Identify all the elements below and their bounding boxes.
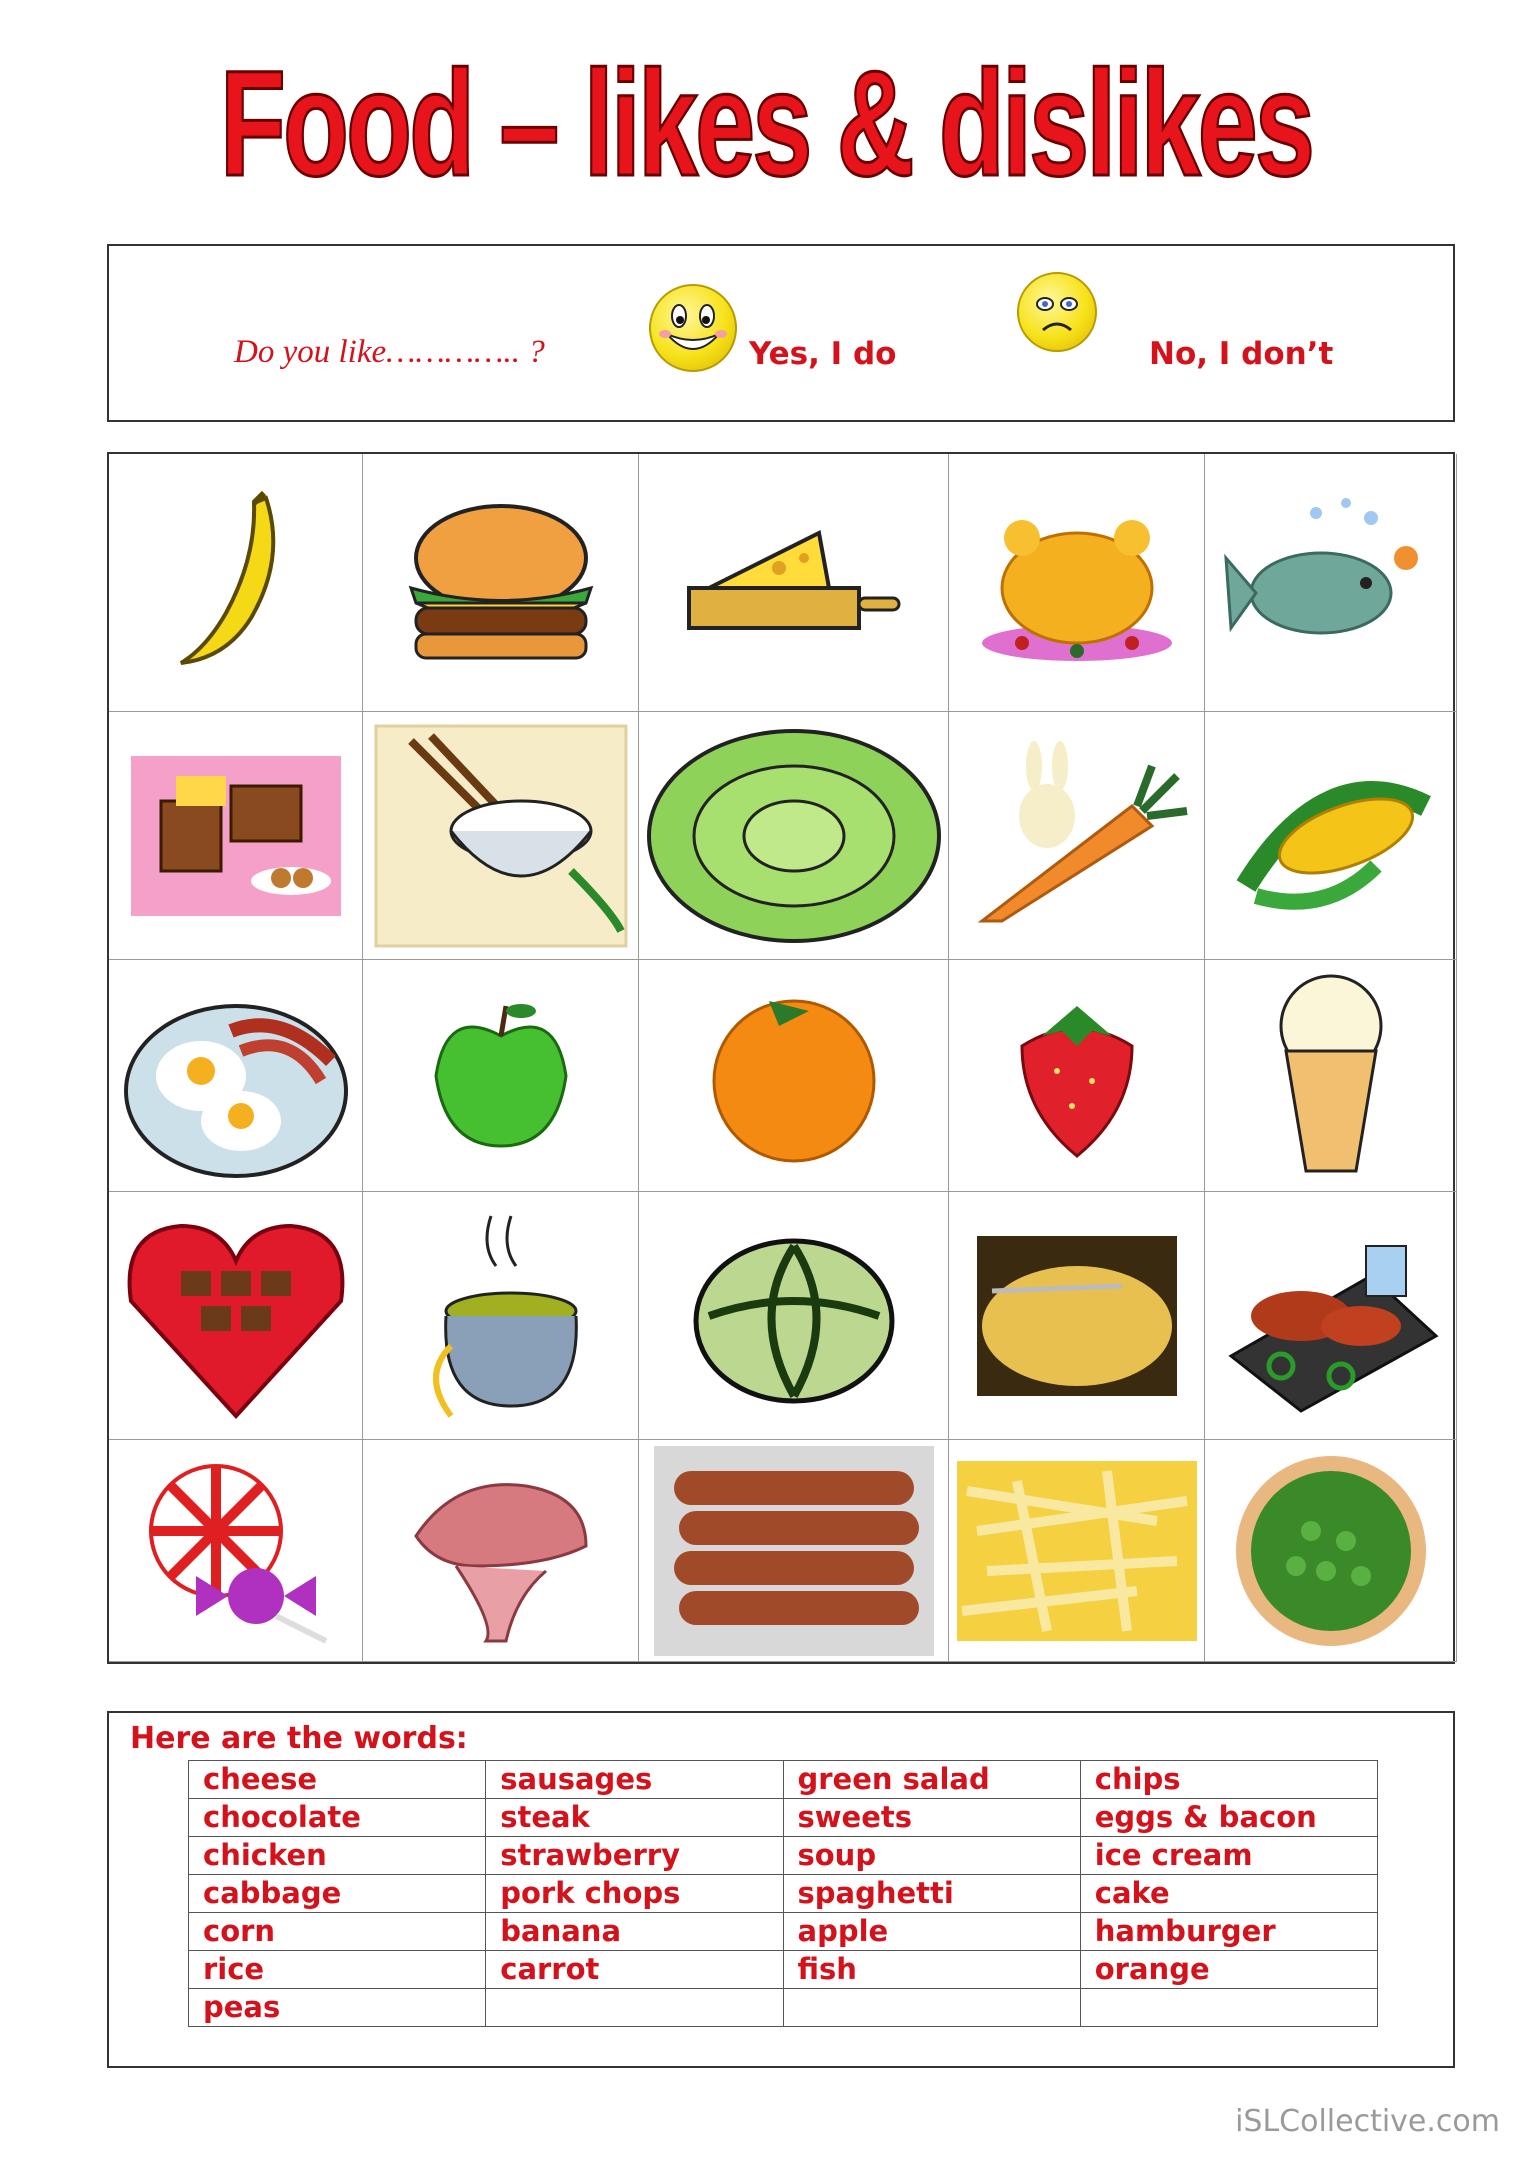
no-answer: No, I don’t [1149,336,1334,372]
word-bank-heading: Here are the words: [130,1721,468,1756]
word-cell: eggs & bacon [1080,1799,1377,1837]
table-row [189,1989,1378,2027]
word-cell [783,1989,1080,2027]
word-cell: cabbage [189,1875,486,1913]
word-cell: green salad [783,1761,1080,1799]
green-salad-picture [639,712,949,960]
sweets-picture [109,1440,363,1662]
word-cell: rice [189,1951,486,1989]
question-phrase: Do you like………….. ? [234,334,545,370]
picture-grid [107,452,1455,1664]
sausages-picture [639,1440,949,1662]
ice-cream-picture [1205,960,1457,1192]
word-cell: carrot [486,1951,783,1989]
word-cell: corn [189,1913,486,1951]
word-table [188,1760,1378,2027]
chocolate-picture [109,1192,363,1440]
word-cell: soup [783,1837,1080,1875]
chicken-picture [949,454,1205,712]
table-row [189,1913,1378,1951]
word-cell: chicken [189,1837,486,1875]
table-row [189,1875,1378,1913]
happy-face-icon [649,284,737,372]
word-cell: ice cream [1080,1837,1377,1875]
phrase-box [107,244,1455,422]
strawberry-picture [949,960,1205,1192]
steak-picture [1205,1192,1457,1440]
table-row [189,1761,1378,1799]
fish-picture [1205,454,1457,712]
eggs-bacon-picture [109,960,363,1192]
word-cell: cheese [189,1761,486,1799]
chips-picture [949,1440,1205,1662]
cake-picture [109,712,363,960]
word-cell [1080,1989,1377,2027]
word-cell: fish [783,1951,1080,1989]
corn-picture [1205,712,1457,960]
rice-picture [363,712,639,960]
word-cell [486,1989,783,2027]
word-cell: cake [1080,1875,1377,1913]
word-bank [107,1711,1455,2068]
word-cell: apple [783,1913,1080,1951]
page-title: Food – likes & dislikes [219,39,1313,207]
word-cell: chips [1080,1761,1377,1799]
word-cell: peas [189,1989,486,2027]
apple-picture [363,960,639,1192]
peas-picture [1205,1440,1457,1662]
sad-face-icon [1017,272,1097,352]
hamburger-picture [363,454,639,712]
word-cell: banana [486,1913,783,1951]
cheese-picture [639,454,949,712]
pork-chops-picture [363,1440,639,1662]
word-cell: orange [1080,1951,1377,1989]
word-cell: hamburger [1080,1913,1377,1951]
soup-picture [363,1192,639,1440]
banana-picture [109,454,363,712]
word-cell: sausages [486,1761,783,1799]
orange-picture [639,960,949,1192]
table-row [189,1951,1378,1989]
word-cell: chocolate [189,1799,486,1837]
carrot-picture [949,712,1205,960]
yes-answer: Yes, I do [749,336,897,372]
word-cell: steak [486,1799,783,1837]
word-cell: spaghetti [783,1875,1080,1913]
cabbage-picture [639,1192,949,1440]
word-cell: pork chops [486,1875,783,1913]
word-cell: strawberry [486,1837,783,1875]
watermark: iSLCollective.com [1235,2104,1500,2139]
table-row [189,1837,1378,1875]
word-cell: sweets [783,1799,1080,1837]
table-row [189,1799,1378,1837]
spaghetti-picture [949,1192,1205,1440]
